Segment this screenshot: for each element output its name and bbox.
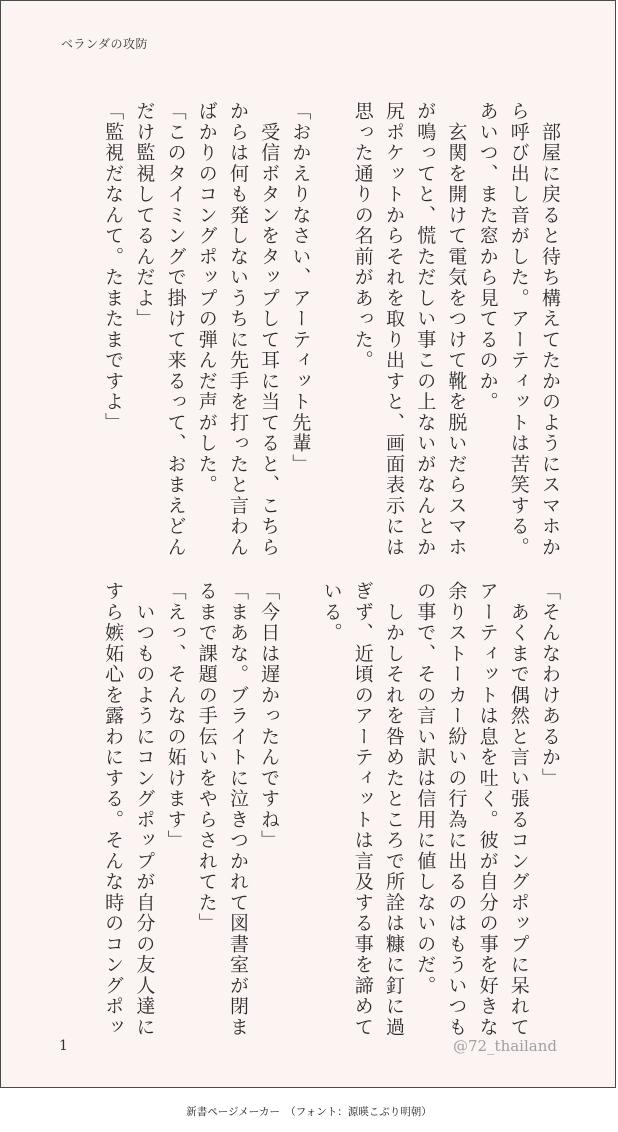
generator-caption: 新書ページメーカー （フォント：源暎こぶり明朝）	[186, 1106, 432, 1118]
page-number: 1	[59, 1038, 68, 1054]
author-handle: @72_thailand	[452, 1037, 557, 1055]
body-text-top: 部屋に戻ると待ち構えてたかのようにスマホか ら呼び出し音がした。アーティットは苦笑する。 あいつ、また窓から見てるのか。 玄関を開けて電気をつけて靴を脱いだらスマホ が鳴ってと、慌ただしい事この上ないがなんとか 尻ポケットからそれを取り出すと、画面表示には 思った通りの名前があった。 「おかえりなさい、アーティット先輩」 受信ボタンをタップして耳に当てると、こちら からは何も発しないうちに先手を打ったと言わん ばかりのコングポップの弾んだ声がした。 「このタイミングで掛けて来るって、おまえどん だけ監視してるんだよ」 「監視だなんて。たまたまですよ」	[102, 101, 561, 558]
page-title: ベランダの攻防	[61, 37, 149, 51]
body-text-bottom: 「そんなわけあるか」 あくまで偶然と言い張るコングポップに呆れて アーティットは息を吐く。彼が自分の事を好きな 余りストーカー紛いの行為に出るのはもういつも の事で、その言い訳は信用に値しないのだ。 しかしそれを咎めたところで所詮は糠に釘に過 ぎず、近頃のアーティットは言及する事を諦めて いる。 「今日は遅かったんですね」 「まあな。ブライトに泣きつかれて図書室が閉ま るまで課題の手伝いをやらされてた」 「えっ、そんなの妬けます」 いつものようにコングポップが自分の友人達に すら嫉妬心を露わにする。そんな時のコングポッ	[102, 581, 561, 1038]
